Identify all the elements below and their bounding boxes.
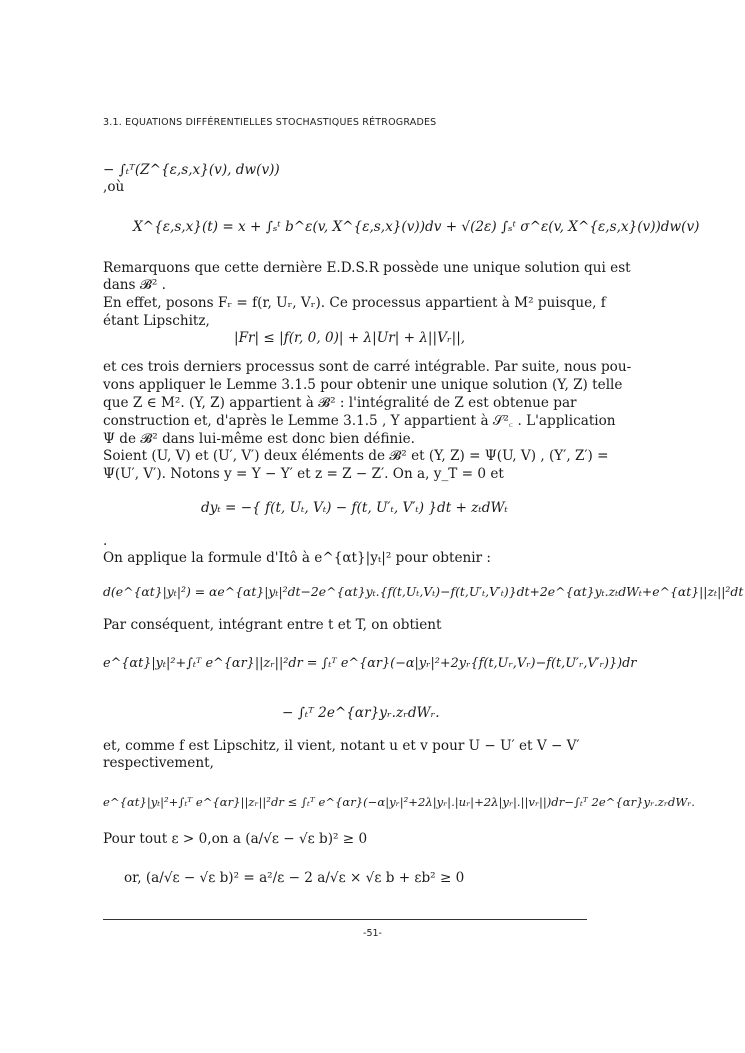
paragraph-line: respectivement, [103,755,214,771]
integral-tail-line: − ∫ₜᵀ(Z^{ε,s,x}(v), dw(v)) [103,162,280,178]
paragraph-line: étant Lipschitz, [103,313,210,329]
paragraph-line: Remarquons que cette dernière E.D.S.R possède une unique solution qui est [103,260,631,276]
paragraph-line: que Z ∈ M². (Y, Z) appartient à 𝓑² : l'intégralité de Z est obtenue par [103,395,577,411]
paragraph-line: or, (a/√ε − √ε b)² = a²/ε − 2 a/√ε × √ε b + εb² ≥ 0 [124,870,465,886]
page-number: -51- [363,928,382,939]
paragraph-line: Par conséquent, intégrant entre t et T, on obtient [103,617,442,633]
paragraph-line: Soient (U, V) et (U′, V′) deux éléments de 𝓑² et (Y, Z) = Ψ(U, V) , (Y′, Z′) = [103,448,609,464]
paragraph-line: On applique la formule d'Itô à e^{αt}|yₜ|² pour obtenir : [103,550,491,566]
equation-bound: |Fr| ≤ |f(r, 0, 0)| + λ|Ur| + λ||Vᵣ||, [234,330,466,346]
equation-x: X^{ε,s,x}(t) = x + ∫ₛᵗ b^ε(v, X^{ε,s,x}(v))dv + √(2ε) ∫ₛᵗ σ^ε(v, X^{ε,s,x}(v))dw(v) [133,219,700,235]
paragraph-line: et ces trois derniers processus sont de carré intégrable. Par suite, nous pou- [103,359,632,375]
running-head: 3.1. EQUATIONS DIFFÉRENTIELLES STOCHASTIQUES RÉTROGRADES [103,117,437,128]
paragraph-line: Ψ de 𝓑² dans lui-même est donc bien définie. [103,431,415,447]
paragraph-line: dans 𝓑² . [103,277,166,293]
paragraph-line: construction et, d'après le Lemme 3.1.5 , Y appartient à 𝒮²꜀ . L'application [103,413,616,429]
equation-ito: d(e^{αt}|yₜ|²) = αe^{αt}|yₜ|²dt−2e^{αt}yₜ.{f(t,Uₜ,Vₜ)−f(t,U′ₜ,V′ₜ)}dt+2e^{αt}yₜ.zₜdWₜ+e^{αt}||zₜ||²dt [103,584,744,599]
equation-inequality: e^{αt}|yₜ|²+∫ₜᵀ e^{αr}||zᵣ||²dr ≤ ∫ₜᵀ e^{αr}(−α|yᵣ|²+2λ|yᵣ|.|uᵣ|+2λ|yᵣ|.||vᵣ||)dr−∫ₜᵀ 2e^{αr}yᵣ.zᵣdWᵣ. [103,795,695,809]
equation-dy: dyₜ = −{ f(t, Uₜ, Vₜ) − f(t, U′ₜ, V′ₜ) }dt + zₜdWₜ [201,500,508,516]
equation-integral-1: e^{αt}|yₜ|²+∫ₜᵀ e^{αr}||zᵣ||²dr = ∫ₜᵀ e^{αr}(−α|yᵣ|²+2yᵣ{f(t,Uᵣ,Vᵣ)−f(t,U′ᵣ,V′ᵣ)})dr [103,656,637,671]
paragraph-line: En effet, posons Fᵣ = f(r, Uᵣ, Vᵣ). Ce processus appartient à M² puisque, f [103,295,606,311]
paragraph-line: et, comme f est Lipschitz, il vient, notant u et v pour U − U′ et V − V′ [103,738,580,754]
equation-integral-2: − ∫ₜᵀ 2e^{αr}yᵣ.zᵣdWᵣ. [282,705,440,721]
footer-rule [103,919,587,920]
period-line: . [103,533,108,549]
paragraph-line: vons appliquer le Lemme 3.1.5 pour obtenir une unique solution (Y, Z) telle [103,377,623,393]
paragraph-line: Ψ(U′, V′). Notons y = Y − Y′ et z = Z − Z′. On a, y_T = 0 et [103,466,504,482]
paragraph-line: Pour tout ε > 0,on a (a/√ε − √ε b)² ≥ 0 [103,831,368,847]
ou-line: ,où [103,179,125,195]
